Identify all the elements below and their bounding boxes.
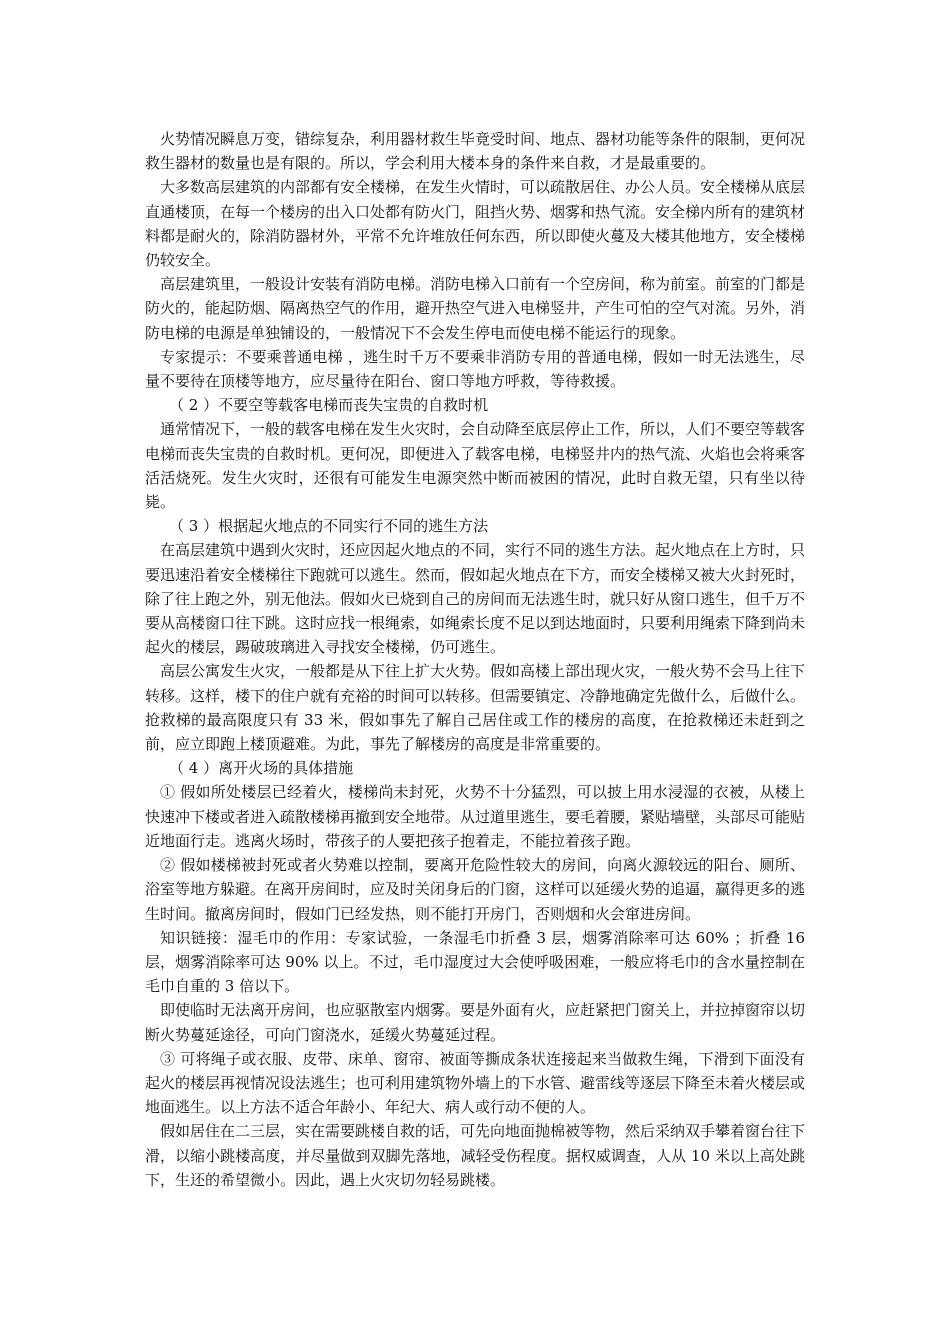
- paragraph-measure-2: ② 假如楼梯被封死或者火势难以控制，要离开危险性较大的房间，向离火源较远的阳台、厕所、浴室等地方躲避。在离开房间时，应及时关闭身后的门窗，这样可以延缓火势的追逼，赢得更多的逃生时间。撤离房间时，假如门已经发热，则不能打开房门，否则烟和火会窜进房间。: [145, 856, 806, 923]
- paragraph-jumping: 假如居住在二三层，实在需要跳楼自救的话，可先向地面抛棉被等物，然后采纳双手攀着窗台往下滑，以缩小跳楼高度，并尽量做到双脚先落地，减轻受伤程度。据权威调查，人从 10 米以上高处跳下，生还的希望微小。因此，遇上火灾切勿轻易跳楼。: [145, 1122, 806, 1189]
- paragraph-measure-1: ① 假如所处楼层已经着火，楼梯尚未封死，火势不十分猛烈，可以披上用水浸湿的衣被，从楼上快速冲下楼或者进入疏散楼梯再撤到安全地带。从过道里逃生，要毛着腰，紧贴墙壁，头部尽可能贴近地面行走。逃离火场时，带孩子的人要把孩子抱着走，不能拉着孩子跑。: [145, 783, 806, 850]
- paragraph-intro: 火势情况瞬息万变，错综复杂，利用器材救生毕竟受时间、地点、器材功能等条件的限制，更何况救生器材的数量也是有限的。所以，学会利用大楼本身的条件来自救，才是最重要的。: [145, 130, 806, 173]
- paragraph-escape-methods: 在高层建筑中遇到火灾时，还应因起火地点的不同，实行不同的逃生方法。起火地点在上方时，只要迅速沿着安全楼梯往下跑就可以逃生。然而，假如起火地点在下方，而安全楼梯又被大火封死时，除了往上跑之外，别无他法。假如火已烧到自己的房间而无法逃生时，就只好从窗口逃生，但千万不要从高楼窗口往下跳。这时应找一根绳索，如绳索长度不足以到达地面时，只要利用绳索下降到尚未起火的楼层，踢破玻璃进入寻找安全楼梯，仍可逃生。: [145, 541, 806, 657]
- paragraph-disperse-smoke: 即使临时无法离开房间，也应驱散室内烟雾。要是外面有火，应赶紧把门窗关上，并拉掉窗帘以切断火势蔓延途径，可向门窗浇水，延缓火势蔓延过程。: [145, 1001, 806, 1044]
- document-body: [145, 127, 805, 1192]
- paragraph-measure-3: ③ 可将绳子或衣服、皮带、床单、窗帘、被面等撕成条状连接起来当做救生绳，下滑到下面没有起火的楼层再视情况设法逃生；也可利用建筑物外墙上的下水管、避雷线等逐层下降至未着火楼层或地面逃生。以上方法不适合年龄小、年纪大、病人或行动不便的人。: [145, 1049, 806, 1117]
- paragraph-expert-tip: 专家提示：不要乘普通电梯 ，逃生时千万不要乘非消防专用的普通电梯，假如一时无法逃生，尽量不要待在顶楼等地方，应尽量待在阳台、窗口等地方呼救，等待救援。: [145, 347, 805, 391]
- paragraph-knowledge-link: 知识链接：湿毛巾的作用：专家试验，一条湿毛巾折叠 3 层，烟雾消除率可达 60% ；折叠 16 层，烟雾消除率可达 90% 以上。不过，毛巾湿度过大会使呼吸困难，一般应将毛巾的含水量控制在毛巾自重的 3 倍以下。: [145, 928, 805, 996]
- section-heading-3: （ 3 ）根据起火地点的不同实行不同的逃生方法: [169, 517, 489, 536]
- section-heading-2: （ 2 ）不要空等载客电梯而丧失宝贵的自救时机: [169, 396, 489, 415]
- paragraph-passenger-elevator: 通常情况下，一般的载客电梯在发生火灾时，会自动降至底层停止工作，所以，人们不要空等载客电梯而丧失宝贵的自救时机。更何况，即便进入了载客电梯，电梯竖井内的热气流、火焰也会将乘客活活烧死。发生火灾时，还很有可能发生电源突然中断而被困的情况，此时自救无望，只有坐以待毙。: [145, 420, 806, 512]
- paragraph-fire-elevator: 高层建筑里，一般设计安装有消防电梯。消防电梯入口前有一个空房间，称为前室。前室的门都是防火的，能起防烟、隔离热空气的作用，避开热空气进入电梯竖井，产生可怕的空气对流。另外，消防电梯的电源是单独铺设的，一般情况下不会发生停电而使电梯不能运行的现象。: [145, 275, 806, 342]
- paragraph-safety-stairs: 大多数高层建筑的内部都有安全楼梯，在发生火情时，可以疏散居住、办公人员。安全楼梯从底层直通楼顶，在每一个楼房的出入口处都有防火门，阻挡火势、烟雾和热气流。安全梯内所有的建筑材料都是耐火的，除消防器材外，平常不允许堆放任何东西，所以即使火蔓及大楼其他地方，安全楼梯仍较安全。: [145, 178, 806, 270]
- paragraph-high-rise-apartment: 高层公寓发生火灾，一般都是从下往上扩大火势。假如高楼上部出现火灾，一般火势不会马上往下转移。这样，楼下的住户就有充裕的时间可以转移。但需要镇定、冷静地确定先做什么，后做什么。抢救梯的最高限度只有 33 米，假如事先了解自己居住或工作的楼房的高度，在抢救梯还未赶到之前，应立即跑上楼顶避难。为此，事先了解楼房的高度是非常重要的。: [145, 662, 806, 754]
- section-heading-4: （ 4 ）离开火场的具体措施: [169, 759, 354, 778]
